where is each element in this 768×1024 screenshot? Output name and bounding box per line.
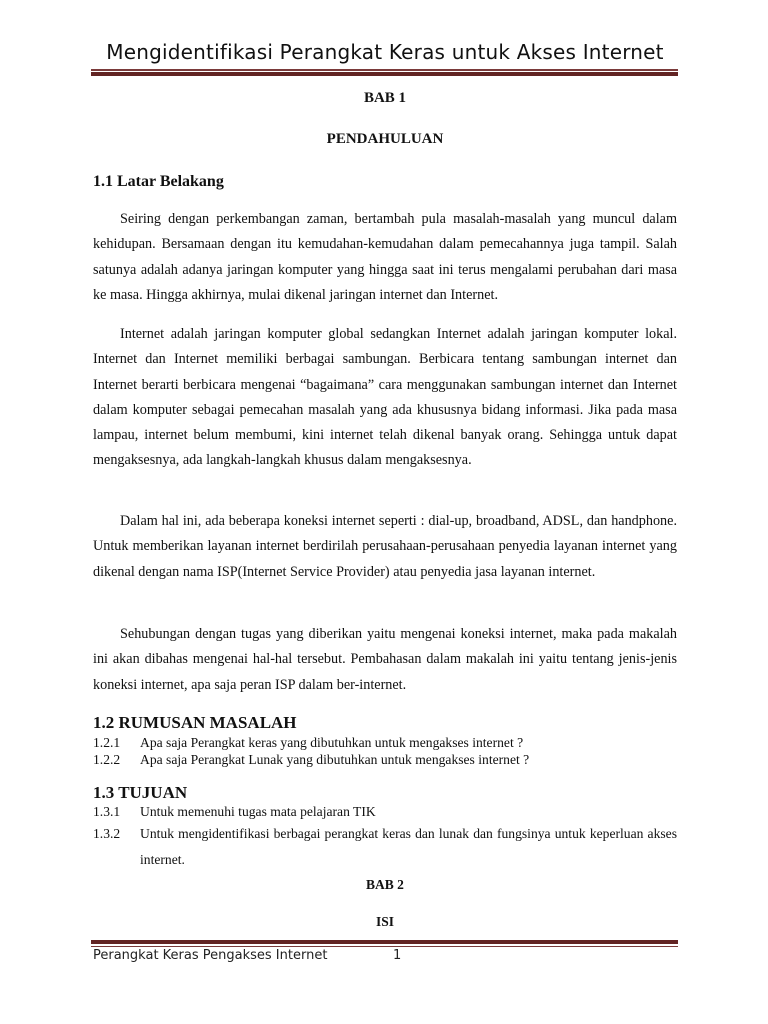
list-number: 1.3.1	[93, 804, 121, 819]
list-text: Apa saja Perangkat Lunak yang dibutuhkan untuk mengakses internet ?	[140, 752, 530, 767]
list-number: 1.3.2	[93, 826, 121, 841]
chapter-title: ISI	[375, 914, 394, 929]
section-heading: 1.3 TUJUAN	[93, 783, 188, 802]
list-item	[93, 751, 677, 769]
section-heading: 1.2 RUMUSAN MASALAH	[93, 713, 297, 732]
section-heading: 1.1 Latar Belakang	[93, 173, 224, 190]
list-item	[93, 821, 677, 873]
paragraph: Dalam hal ini, ada beberapa koneksi internet seperti : dial-up, broadband, ADSL, dan handphone. Untuk memberikan layanan internet berdirilah perusahaan-perusahaan penyedia layanan internet yang dikenal dengan nama ISP(Internet Service Provider) atau penyedia jasa layanan internet.	[93, 513, 677, 580]
footer-rule	[91, 940, 678, 947]
paragraph: Internet adalah jaringan komputer global sedangkan Internet adalah jaringan komputer lokal. Internet dan Internet memiliki berbagai sambungan. Berbicara tentang sambungan internet dan Internet berarti berbicara mengenai “bagaimana” cara menggunakan sambungan internet dan Internet dalam komputer sebagai pemecahan masalah yang ada khususnya bidang informasi. Jika pada masa lampau, internet belum membumi, kini internet telah dikenal banyak orang. Sehingga untuk dapat mengaksesnya, ada langkah-langkah khusus dalam mengaksesnya.	[93, 326, 677, 469]
footer-text: Perangkat Keras Pengakses Internet	[93, 948, 328, 963]
header-rule	[91, 69, 678, 76]
page-number: 1	[393, 948, 402, 963]
list-text: Apa saja Perangkat keras yang dibutuhkan untuk mengakses internet ?	[140, 735, 524, 750]
chapter-label: BAB 1	[363, 90, 407, 106]
list-number: 1.2.1	[93, 735, 121, 750]
paragraph: Seiring dengan perkembangan zaman, bertambah pula masalah-masalah yang muncul dalam kehidupan. Bersamaan dengan itu kemudahan-kemudahan dalam pemecahannya juga tampil. Salah satunya adalah adanya jaringan komputer yang hingga saat ini terus mengalami perubahan dari masa ke masa. Hingga akhirnya, mulai dikenal jaringan internet dan Internet.	[93, 211, 677, 303]
list-text: Untuk mengidentifikasi berbagai perangkat keras dan lunak dan fungsinya untuk keperluan akses internet.	[140, 826, 677, 867]
list-number: 1.2.2	[93, 752, 121, 767]
paragraph: Sehubungan dengan tugas yang diberikan yaitu mengenai koneksi internet, maka pada makalah ini akan dibahas mengenai hal-hal tersebut. Pembahasan dalam makalah ini yaitu tentang jenis-jenis koneksi internet, apa saja peran ISP dalam ber-internet.	[93, 626, 677, 693]
list-item	[93, 803, 677, 821]
list-text: Untuk memenuhi tugas mata pelajaran TIK	[140, 804, 376, 819]
chapter-label: BAB 2	[366, 877, 404, 892]
list-item	[93, 734, 677, 752]
chapter-title: PENDAHULUAN	[326, 131, 444, 147]
header-title: Mengidentifikasi Perangkat Keras untuk Akses Internet	[106, 40, 664, 64]
